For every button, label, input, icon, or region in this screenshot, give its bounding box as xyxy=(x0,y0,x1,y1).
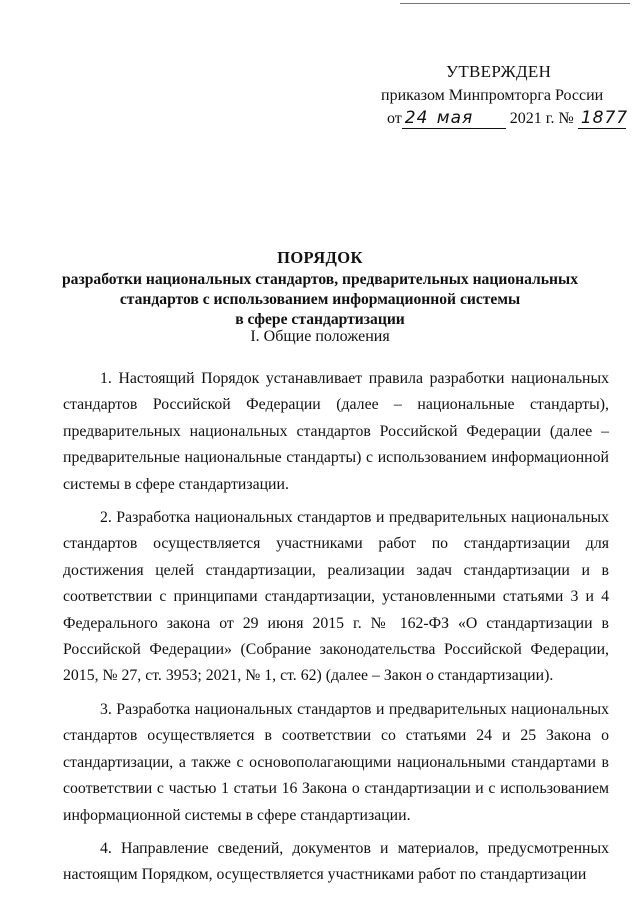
handwritten-month: мая xyxy=(434,108,506,129)
order-reference: приказом Минпромторга России xyxy=(381,87,604,104)
scan-artifact-line xyxy=(400,3,630,4)
document-subtitle-line-3: в сфере стандартизации xyxy=(235,311,405,328)
handwritten-order-number: 1877 xyxy=(578,108,626,129)
section-heading: I. Общие положения xyxy=(250,328,390,345)
document-subtitle-line-2: стандартов с использованием информационной системы xyxy=(119,291,521,308)
date-prefix: от xyxy=(387,110,402,127)
document-title: ПОРЯДОК xyxy=(277,248,363,267)
document-body xyxy=(63,366,609,896)
document-title-block xyxy=(0,247,640,329)
paragraph-3: 3. Разработка национальных стандартов и предварительных национальных стандартов осуществляется в соответствии со статьями 24 и 25 Закона о стандартизации, а также с основополагающими национальными стандартами в соответствии с частью 1 статьи 16 Закона о стандартизации и с использованием информационной системы в сфере стандартизации. xyxy=(63,700,609,824)
approved-heading: УТВЕРЖДЕН xyxy=(446,62,552,81)
handwritten-day: 24 xyxy=(402,108,434,129)
order-date-line xyxy=(387,108,629,132)
paragraph-4: 4. Направление сведений, документов и материалов, предусмотренных настоящим Порядком, осуществляется участниками работ по стандартизации xyxy=(63,839,609,884)
date-year-and-number-label: 2021 г. № xyxy=(509,110,574,127)
approval-block xyxy=(0,58,640,138)
paragraph-2: 2. Разработка национальных стандартов и предварительных национальных стандартов осуществляется участниками работ по стандартизации для достижения целей стандартизации, реализации задач стандартизации и в соответствии с принципами стандартизации, установленными статьями 3 и 4 Федерального закона от 29 июня 2015 г. № 162-ФЗ «О стандартизации в Российской Федерации» (Собрание законодательства Российской Федерации, 2015, № 27, ст. 3953; 2021, № 1, ст. 62) (далее – Закон о стандартизации). xyxy=(63,509,609,685)
paragraph-1: 1. Настоящий Порядок устанавливает правила разработки национальных стандартов Российской Федерации (далее – национальные стандарты), предварительных национальных стандартов Российской Федерации (далее – предварительные национальные стандарты) с использованием информационной системы в сфере стандартизации. xyxy=(63,370,609,493)
document-subtitle-line-1: разработки национальных стандартов, предварительных национальных xyxy=(61,271,578,288)
